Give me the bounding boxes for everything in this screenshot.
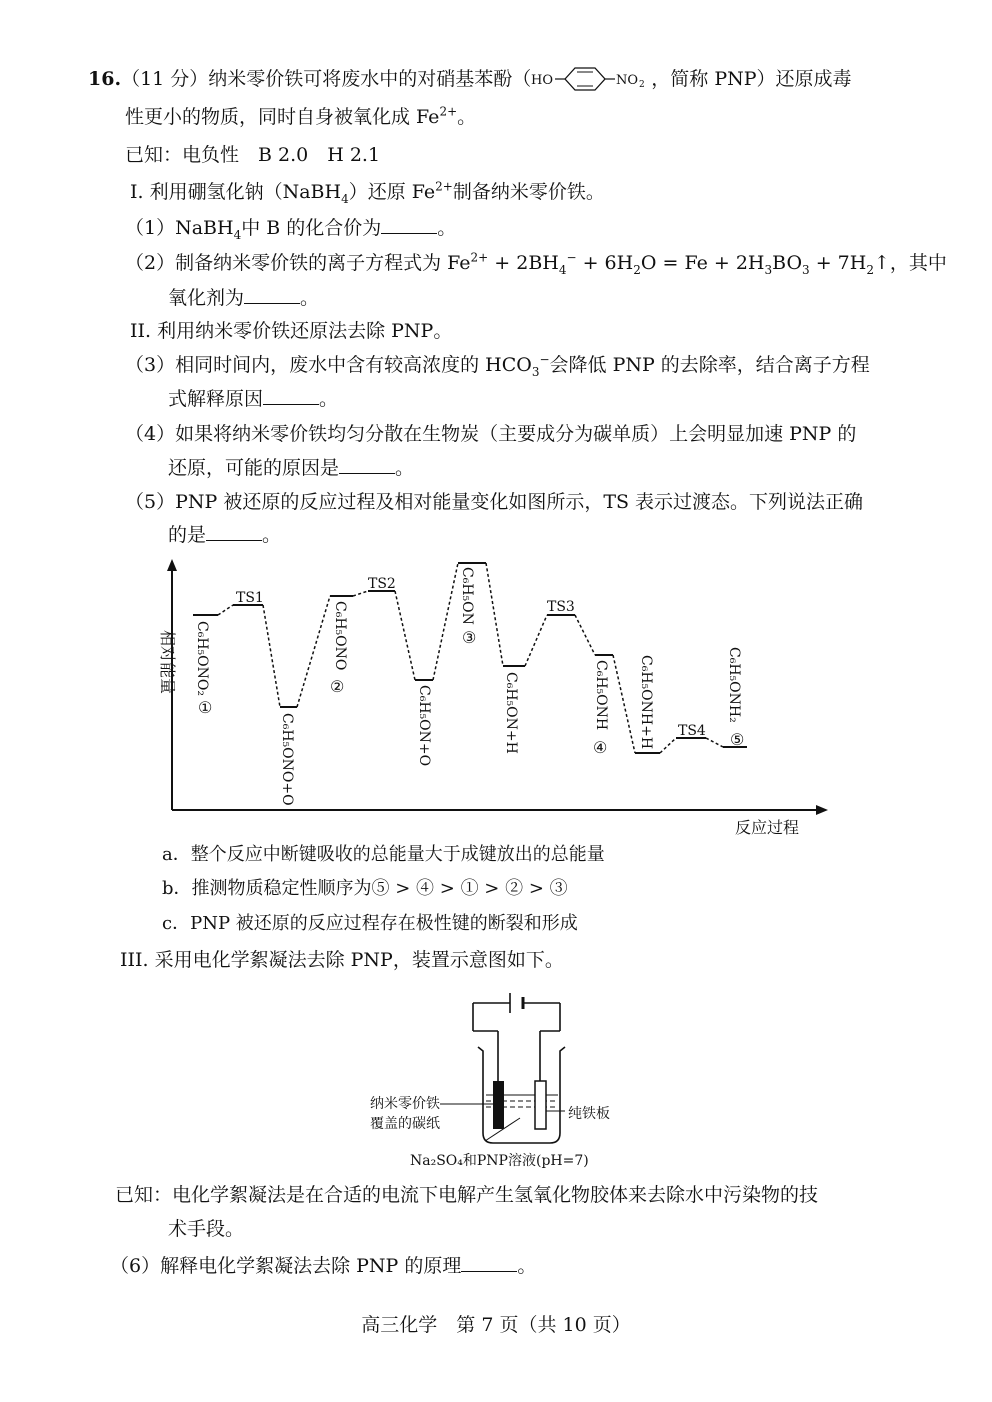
punct: 。 bbox=[457, 106, 477, 128]
label-carbon-paper-1: 纳米零价铁 bbox=[370, 1096, 440, 1112]
text: 制备纳米零价铁。 bbox=[452, 181, 605, 203]
sub: 3 bbox=[531, 364, 540, 379]
question-2-line2 bbox=[168, 285, 319, 311]
question-4-line1: （4）如果将纳米零价铁均匀分散在生物炭（主要成分为碳单质）上会明显加速 PNP 的 bbox=[125, 423, 857, 445]
species-i4: C₆H₅ONH+H bbox=[638, 655, 654, 750]
sup: − bbox=[566, 250, 577, 265]
ts2-label: TS2 bbox=[368, 576, 396, 592]
text: ↑，其中 bbox=[874, 252, 947, 274]
known-label: 已知： bbox=[125, 144, 183, 166]
sub: 2 bbox=[633, 262, 641, 277]
text: 氧化剂为 bbox=[168, 287, 245, 309]
x-axis-label: 反应过程 bbox=[735, 818, 800, 837]
sub: 4 bbox=[233, 227, 242, 242]
punct: 。 bbox=[395, 457, 415, 479]
answer-blank-6[interactable] bbox=[461, 1253, 517, 1272]
answer-blank-4[interactable] bbox=[339, 455, 395, 474]
pnp-structure bbox=[531, 66, 651, 92]
label-carbon-paper-2: 覆盖的碳纸 bbox=[370, 1116, 440, 1132]
answer-blank-5[interactable] bbox=[206, 522, 262, 541]
text: + 7H bbox=[809, 252, 867, 274]
option-b[interactable]: b．推测物质稳定性顺序为⑤ > ④ > ① > ② > ③ bbox=[162, 878, 568, 899]
text: + 2BH bbox=[488, 252, 559, 274]
text: O = Fe + 2H bbox=[640, 252, 765, 274]
text: 式解释原因 bbox=[168, 388, 264, 410]
species-s2: C₆H₅ONO bbox=[332, 601, 348, 671]
page-footer: 高三化学 第 7 页（共 10 页） bbox=[361, 1314, 631, 1336]
species-i1: C₆H₅ONO+O bbox=[279, 713, 295, 806]
text: + 6H bbox=[576, 252, 634, 274]
structure-ho: HO bbox=[531, 73, 554, 88]
sup: 2+ bbox=[435, 179, 453, 194]
sub: 4 bbox=[341, 191, 349, 206]
question-5-line2 bbox=[168, 522, 281, 548]
ts4-label: TS4 bbox=[678, 723, 706, 739]
section3-known-line1 bbox=[115, 1182, 818, 1208]
ts1-label: TS1 bbox=[236, 590, 264, 606]
mark-s1: ① bbox=[198, 698, 213, 717]
known-text: 电负性 B 2.0 H 2.1 bbox=[182, 144, 381, 166]
svg-text:2: 2 bbox=[639, 80, 646, 90]
ts3-label: TS3 bbox=[547, 599, 575, 615]
species-s5: C₆H₅ONH₂ bbox=[726, 647, 742, 723]
option-c[interactable]: c．PNP 被还原的反应过程存在极性键的断裂和形成 bbox=[162, 913, 578, 934]
electrolysis-apparatus bbox=[370, 983, 670, 1173]
species-i3: C₆H₅ON+H bbox=[503, 672, 519, 754]
species-s3: C₆H₅ON bbox=[459, 567, 475, 625]
text: 的是 bbox=[168, 524, 207, 546]
question-3-line2 bbox=[168, 386, 338, 412]
known-text: 电化学絮凝法是在合适的电流下电解产生氢氧化物胶体来去除水中污染物的技 bbox=[172, 1184, 819, 1206]
sub: 4 bbox=[558, 262, 567, 277]
question-6 bbox=[110, 1253, 536, 1279]
question-1 bbox=[125, 215, 456, 241]
section3-title: III. 采用电化学絮凝法去除 PNP，装置示意图如下。 bbox=[120, 949, 564, 971]
text: （3）相同时间内，废水中含有较高浓度的 HCO bbox=[125, 354, 532, 376]
text: I. 利用硼氢化钠（NaBH bbox=[130, 181, 342, 203]
question-intro-line1 bbox=[88, 66, 852, 92]
question-points: （11 分） bbox=[121, 68, 209, 90]
species-s1: C₆H₅ONO₂ bbox=[194, 621, 210, 696]
sup: 2+ bbox=[439, 104, 458, 119]
text: 会降低 PNP 的去除率，结合离子方程 bbox=[549, 354, 870, 376]
species-i2: C₆H₅ON+O bbox=[416, 685, 432, 767]
question-4-line2 bbox=[168, 455, 414, 481]
text: ）还原 Fe bbox=[348, 181, 436, 203]
known-electronegativity bbox=[125, 142, 380, 168]
label-iron-plate: 纯铁板 bbox=[568, 1106, 610, 1122]
carbon-paper-electrode bbox=[493, 1081, 504, 1129]
sub: 3 bbox=[764, 262, 773, 277]
option-a[interactable]: a．整个反应中断键吸收的总能量大于成键放出的总能量 bbox=[162, 844, 605, 865]
structure-no2: NO bbox=[616, 73, 639, 88]
punct: 。 bbox=[262, 524, 282, 546]
mark-s2: ② bbox=[330, 677, 345, 696]
answer-blank-3[interactable] bbox=[263, 386, 319, 405]
label-solution: Na₂SO₄和PNP溶液(pH=7) bbox=[410, 1153, 589, 1169]
intro-line2-text: 性更小的物质，同时自身被氧化成 Fe bbox=[125, 106, 440, 128]
section3-known-line2: 术手段。 bbox=[168, 1218, 245, 1240]
question-number: 16. bbox=[88, 68, 122, 90]
section1-title bbox=[130, 179, 605, 205]
intro-text-2: ，简称 PNP）还原成毒 bbox=[651, 68, 852, 90]
text: （6）解释电化学絮凝法去除 PNP 的原理 bbox=[110, 1255, 462, 1277]
sup: 2+ bbox=[470, 250, 489, 265]
intro-text: 纳米零价铁可将废水中的对硝基苯酚（ bbox=[208, 68, 532, 90]
punct: 。 bbox=[319, 388, 339, 410]
species-s4: C₆H₅ONH bbox=[593, 660, 609, 731]
sup: − bbox=[539, 352, 550, 367]
text: （1）NaBH bbox=[125, 217, 234, 239]
punct: 。 bbox=[300, 287, 320, 309]
known-label: 已知： bbox=[115, 1184, 173, 1206]
answer-blank-1[interactable] bbox=[381, 215, 437, 234]
mark-s4: ④ bbox=[593, 738, 608, 757]
mark-s5: ⑤ bbox=[730, 730, 745, 749]
text: 中 B 的化合价为 bbox=[241, 217, 382, 239]
iron-plate-electrode bbox=[535, 1081, 546, 1129]
question-3-line1 bbox=[125, 352, 870, 378]
punct: 。 bbox=[437, 217, 457, 239]
answer-blank-2[interactable] bbox=[244, 285, 300, 304]
section2-title: II. 利用纳米零价铁还原法去除 PNP。 bbox=[130, 320, 453, 342]
text: 还原，可能的原因是 bbox=[168, 457, 340, 479]
sub: 3 bbox=[802, 262, 810, 277]
question-2-line1 bbox=[125, 250, 947, 276]
question-5-line1: （5）PNP 被还原的反应过程及相对能量变化如图所示，TS 表示过渡态。下列说法正确 bbox=[125, 491, 864, 513]
energy-diagram bbox=[140, 555, 840, 845]
punct: 。 bbox=[517, 1255, 537, 1277]
text: （2）制备纳米零价铁的离子方程式为 Fe bbox=[125, 252, 471, 274]
text: BO bbox=[772, 252, 803, 274]
mark-s3: ③ bbox=[462, 628, 477, 647]
sub: 2 bbox=[866, 262, 874, 277]
y-axis-label: 相对能量 bbox=[158, 630, 177, 695]
question-intro-line2 bbox=[125, 104, 476, 130]
